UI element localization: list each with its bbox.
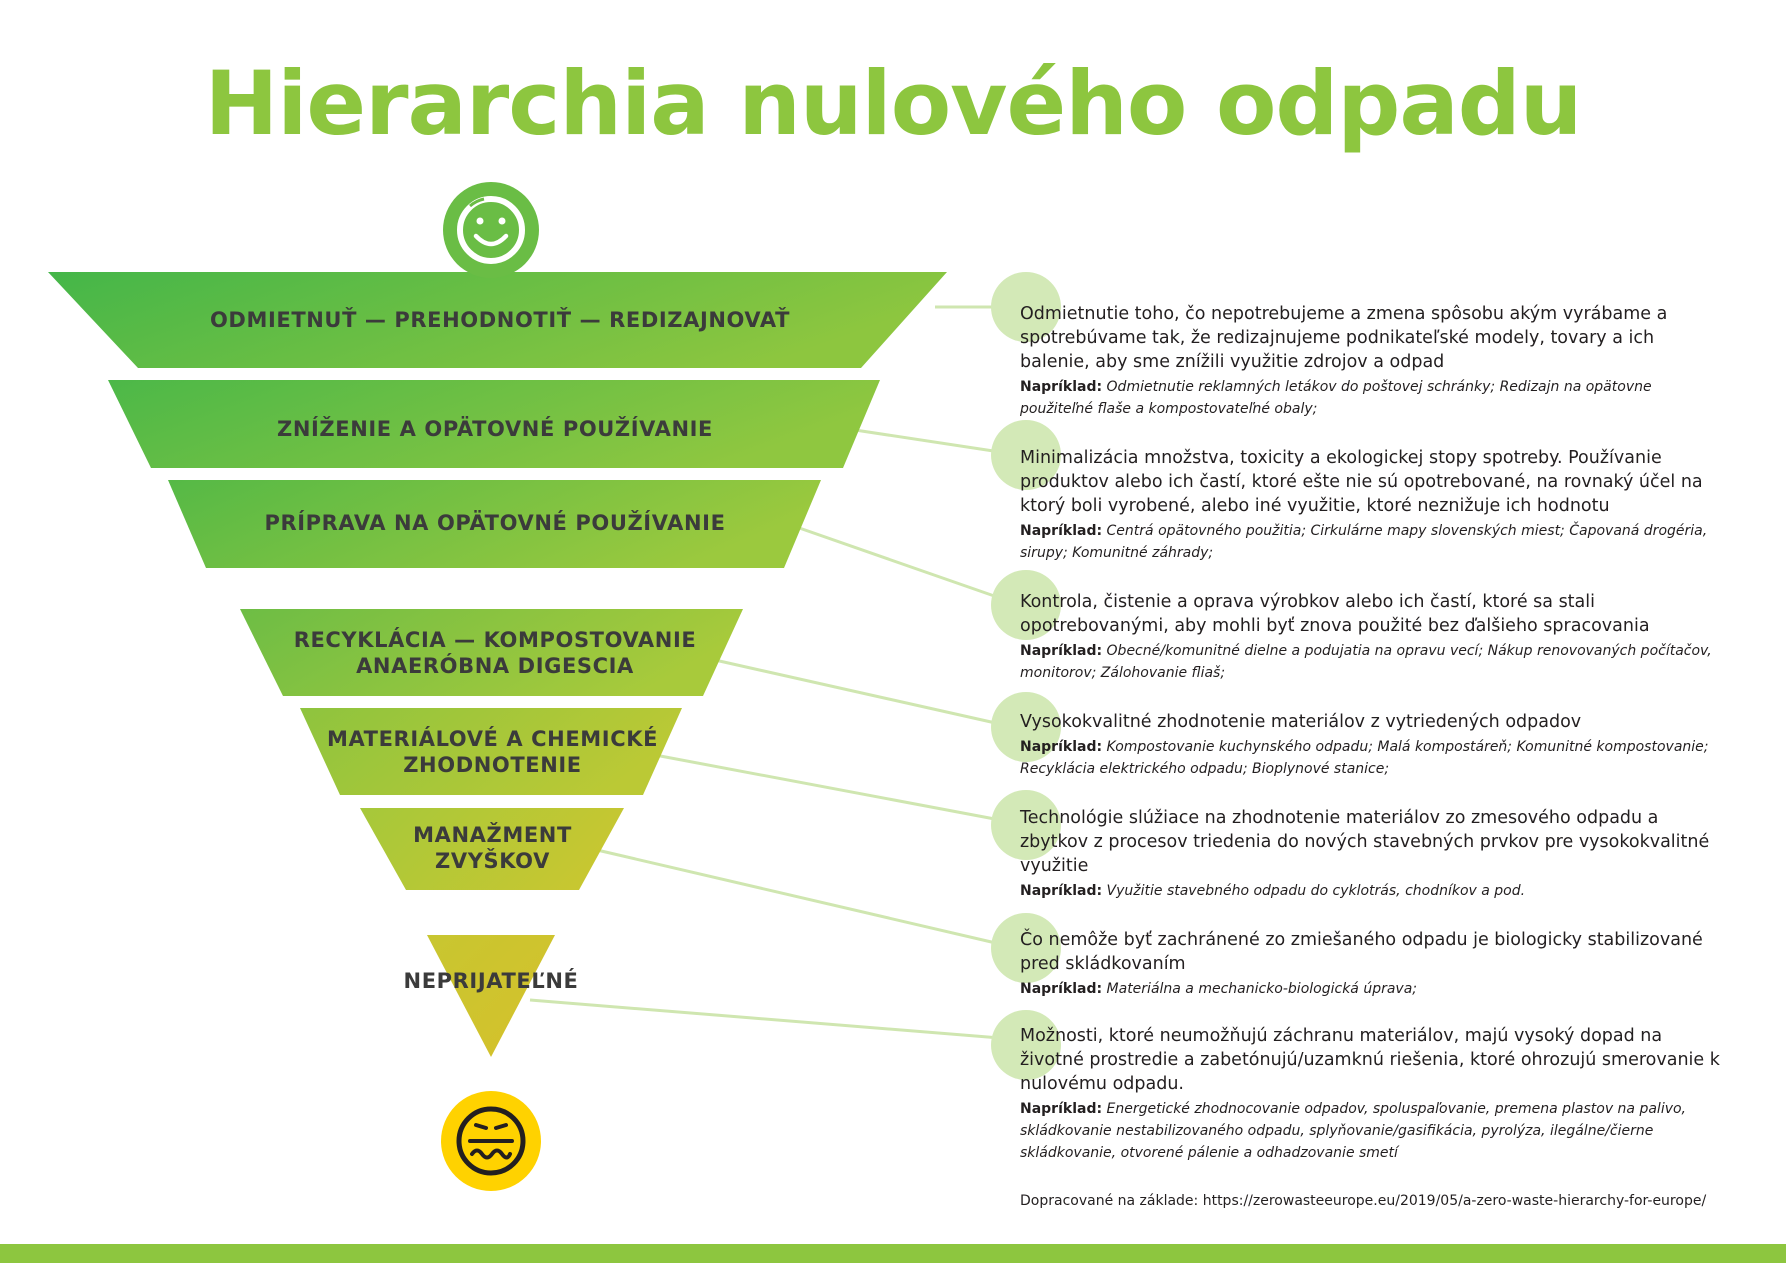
connector-3 (785, 523, 1000, 598)
description-6: Čo nemôže byť zachránené zo zmiešaného odpadu je biologicky stabilizované pred skládkovaním Napríklad: Materiálna a mechanicko-biologická úprava; (1020, 930, 1703, 997)
footer-bar (0, 1244, 1786, 1263)
connector-4 (715, 660, 1000, 724)
source-note: Dopracované na základe: https://zerowasteeurope.eu/2019/05/a-zero-waste-hierarchy-for-europe/ (1020, 1193, 1707, 1209)
connector-6 (597, 850, 1000, 944)
tier-label-3: PRÍPRAVA NA OPÄTOVNÉ POUŽÍVANIE (264, 511, 726, 535)
description-1: Odmietnutie toho, čo nepotrebujeme a zmena spôsobu akým vyrábame a spotrebúvame tak, že redizajnujeme podnikateľské modely, tovary a ich balenie, aby sme znížili využitie zdrojov a odpad Napríklad: Odmietnutie reklamných letákov do poštovej schránky; Redizajn na opätovne použiteľné flaše a kompostovateľné obaly; (1020, 304, 1668, 417)
description-5: Technológie slúžiace na zhodnotenie materiálov zo zmesového odpadu a zbytkov z procesov triedenia do nových stavebných prvkov pre vysokokvalitné využitie Napríklad: Využitie stavebného odpadu do cyklotrás, chodníkov a pod. (1020, 808, 1710, 899)
description-2: Minimalizácia množstva, toxicity a ekologickej stopy spotreby. Používanie produktov alebo ich častí, ktoré ešte nie sú opotrebované, na rovnaký účel na ktorý boli vyrobené, alebo iné využitie, ktoré neznižuje ich hodnotu Napríklad: Centrá opätovného použitia; Cirkulárne mapy slovenských miest; Čapovaná drogéria, sirupy; Komunitné záhrady; (1020, 448, 1708, 561)
tier-label-7: NEPRIJATEĽNÉ (403, 969, 579, 993)
connector-2 (855, 430, 1000, 452)
description-4: Vysokokvalitné zhodnotenie materiálov z vytriedených odpadov Napríklad: Kompostovanie kuchynského odpadu; Malá kompostáreň; Komunitné kompostovanie; Recyklácia elektrického odpadu; Bioplynové stanice; (1020, 712, 1709, 777)
tier-label-6: MANAŽMENT ZVYŠKOV (413, 823, 572, 873)
tier-label-4: RECYKLÁCIA — KOMPOSTOVANIE ANAERÓBNA DIGESCIA (293, 628, 697, 678)
connector-5 (655, 755, 1000, 820)
tier-label-5: MATERIÁLOVÉ A CHEMICKÉ ZHODNOTENIE (326, 727, 659, 777)
happy-face-icon (443, 182, 539, 278)
description-3: Kontrola, čistenie a oprava výrobkov alebo ich častí, ktoré sa stali opotrebovanými, aby mohli byť znova použité bez ďalšieho spracovania Napríklad: Obecné/komunitné dielne a podujatia na opravu vecí; Nákup renovovaných počítačov, monitorov; Zálohovanie fliaš; (1020, 592, 1712, 681)
description-7: Možnosti, ktoré neumožňujú záchranu materiálov, majú vysoký dopad na životné prostredie a zabetónujú/uzamknú riešenia, ktoré ohrozujú smerovanie k nulovému odpadu. Napríklad: Energetické zhodnocovanie odpadov, spoluspaľovanie, premena plastov na palivo, skládkovanie nestabilizovaného odpadu, splyňovanie/gasifikácia, pyrolýza, ilegálne/čierne skládkovanie, otvorené pálenie a odhadzovanie smetí (1020, 1026, 1720, 1161)
connector-7 (530, 1000, 1000, 1038)
tier-7-shape (427, 935, 555, 1057)
tier-label-1: ODMIETNUŤ — PREHODNOTIŤ — REDIZAJNOVAŤ (209, 308, 790, 332)
worried-face-icon (441, 1091, 541, 1191)
page-title: Hierarchia nulového odpadu (204, 52, 1582, 155)
tier-label-2: ZNÍŽENIE A OPÄTOVNÉ POUŽÍVANIE (277, 417, 713, 441)
